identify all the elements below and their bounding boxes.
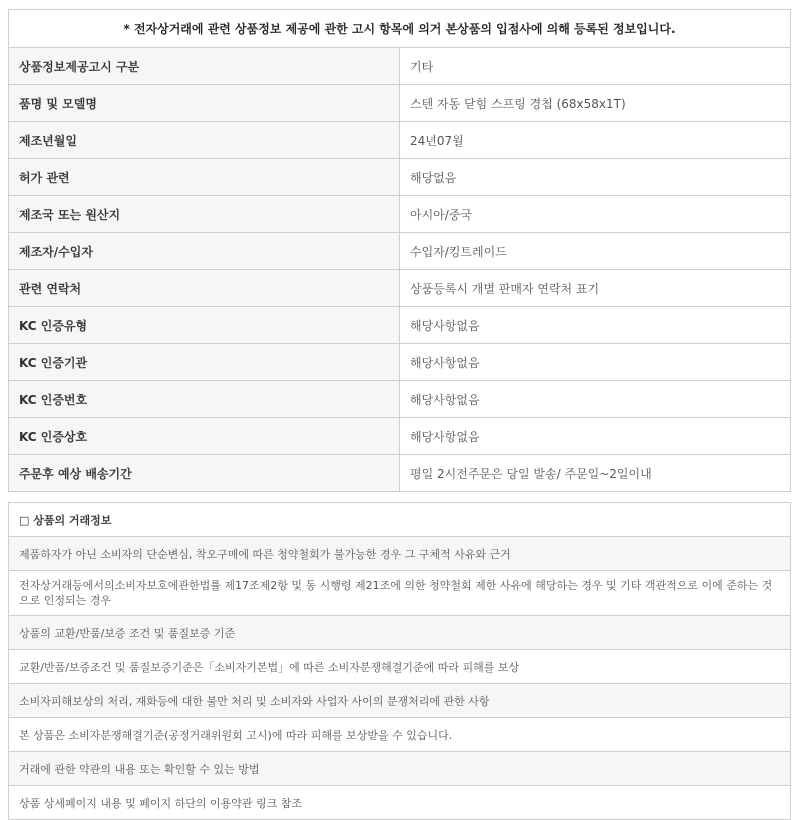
info-value: 아시아/중국 [400, 196, 791, 233]
info-row [9, 48, 791, 85]
info-value: 해당사항없음 [400, 307, 791, 344]
info-row [9, 344, 791, 381]
trade-row-heading: 제품하자가 아닌 소비자의 단순변심, 착오구매에 따른 청약철회가 불가능한 경우 그 구체적 사유와 근거 [9, 537, 791, 571]
info-label: 제조년월일 [9, 122, 400, 159]
info-value: 해당사항없음 [400, 418, 791, 455]
trade-row [9, 786, 791, 820]
info-value: 스텐 자동 닫힘 스프링 경첩 (68x58x1T) [400, 85, 791, 122]
trade-row-detail: 교환/반품/보증조건 및 품질보증기준은「소비자기본법」에 따른 소비자분쟁해결기준에 따라 피해를 보상 [9, 650, 791, 684]
info-value: 수입자/킹트레이드 [400, 233, 791, 270]
info-label: 제조국 또는 원산지 [9, 196, 400, 233]
info-value: 24년07월 [400, 122, 791, 159]
info-label: 품명 및 모델명 [9, 85, 400, 122]
trade-row [9, 571, 791, 616]
product-info-table [8, 9, 791, 492]
info-row [9, 233, 791, 270]
trade-rows [9, 503, 791, 820]
info-value: 해당사항없음 [400, 381, 791, 418]
trade-row-detail: 상품 상세페이지 내용 및 페이지 하단의 이용약관 링크 참조 [9, 786, 791, 820]
info-label: 허가 관련 [9, 159, 400, 196]
info-row [9, 159, 791, 196]
info-label: 제조자/수입자 [9, 233, 400, 270]
info-value: 평일 2시전주문은 당일 발송/ 주문일~2일이내 [400, 455, 791, 492]
trade-section-title: □ 상품의 거래정보 [9, 503, 791, 537]
info-value: 기타 [400, 48, 791, 85]
info-label: KC 인증유형 [9, 307, 400, 344]
info-value: 상품등록시 개별 판매자 연락처 표기 [400, 270, 791, 307]
product-info-container [8, 9, 791, 820]
trade-row [9, 650, 791, 684]
trade-row [9, 537, 791, 571]
trade-row-detail: 전자상거래등에서의소비자보호에관한법률 제17조제2항 및 동 시행령 제21조에 의한 청약철회 제한 사유에 해당하는 경우 및 기타 객관적으로 이에 준하는 것으로 인정되는 경우 [9, 571, 791, 616]
info-label: 주문후 예상 배송기간 [9, 455, 400, 492]
info-label: KC 인증번호 [9, 381, 400, 418]
info-row [9, 418, 791, 455]
info-row [9, 196, 791, 233]
trade-row-heading: 상품의 교환/반품/보증 조건 및 품질보증 기준 [9, 616, 791, 650]
info-row [9, 381, 791, 418]
trade-row [9, 752, 791, 786]
notice-text: * 전자상거래에 관련 상품정보 제공에 관한 고시 항목에 의거 본상품의 입점사에 의해 등록된 정보입니다. [9, 10, 791, 48]
trade-row-detail: 본 상품은 소비자분쟁해결기준(공정거래위원회 고시)에 따라 피해를 보상받을 수 있습니다. [9, 718, 791, 752]
info-label: 상품정보제공고시 구분 [9, 48, 400, 85]
info-rows [9, 48, 791, 492]
trade-row [9, 616, 791, 650]
info-label: 관련 연락처 [9, 270, 400, 307]
info-row [9, 455, 791, 492]
trade-row-heading: 소비자피해보상의 처리, 재화등에 대한 불만 처리 및 소비자와 사업자 사이의 분쟁처리에 관한 사항 [9, 684, 791, 718]
info-row [9, 307, 791, 344]
trade-row [9, 718, 791, 752]
info-label: KC 인증기관 [9, 344, 400, 381]
info-row [9, 122, 791, 159]
info-label: KC 인증상호 [9, 418, 400, 455]
trade-info-table [8, 502, 791, 820]
trade-row [9, 684, 791, 718]
info-value: 해당없음 [400, 159, 791, 196]
trade-row-heading: 거래에 관한 약관의 내용 또는 확인할 수 있는 방법 [9, 752, 791, 786]
info-value: 해당사항없음 [400, 344, 791, 381]
info-row [9, 85, 791, 122]
info-row [9, 270, 791, 307]
